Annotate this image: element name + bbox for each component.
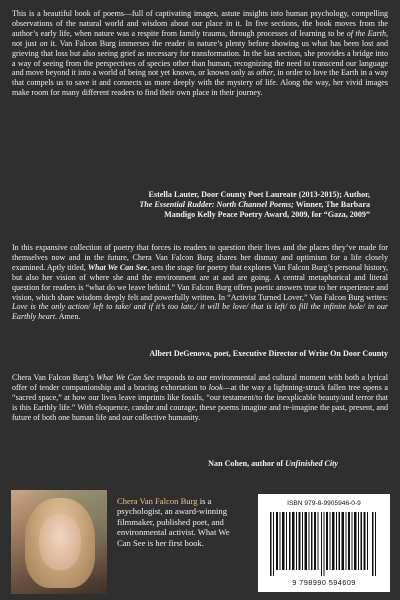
author-bio [117, 496, 245, 548]
attribution-text: Winner, The Barbara [293, 200, 370, 209]
attribution-line: Mandigo Kelly Peace Poetry Award, 2009, for “Gaza, 2009” [164, 210, 370, 219]
attribution-text: Albert DeGenova, poet, Executive Director of Write On Door County [149, 349, 388, 358]
barcode-number: 9 798990 594609 [292, 578, 356, 587]
attribution-degenova [12, 349, 388, 359]
blurb-text: This is a beautiful book of poems—full of captivating images, astute insights into human psychology, compelling observations of the natural world and wisdom about our place in it. In five sections, the book moves from the author’s early life, when nature was a respite from family trauma, through processes of learning to be [12, 9, 388, 38]
blurb-italic: look [208, 382, 223, 392]
blurb-text: it. Van Falcon Burg immerses the reader in nature’s plenty before showing us what has been lost and grieving that loss but also seeing grief as necessary for transformation. In the last section, she provides a bridge into a way of seeing from the perspectives of species other than human, recognizing the need to transcend our language and move beyond it into a world of being not yet known, or known only as [12, 38, 388, 78]
blurb-cohen [12, 373, 388, 423]
poem-quote: Love is the only action/ left to take/ and if it’s too late,/ it will be love/ that is left/ to fill the infinite hole/ in our Earthly heart. [12, 302, 388, 322]
author-photo [11, 490, 107, 594]
blurb-text: , not just [12, 28, 388, 48]
blurb-lauter [12, 9, 388, 98]
attribution-title: The Essential Rudder: North Channel Poems; [139, 200, 294, 209]
blurb-italic: What We Can See [96, 373, 155, 382]
blurb-text: , in order to love the Earth in a way that compels us to save it and connects us more deeply with the mystery of life. Along the way, her vivid images make room for many different readers to find their own place in their journey. [12, 68, 388, 98]
isbn-label: ISBN 979-8-9905946-0-9 [287, 500, 361, 507]
attribution-text: Nan Cohen, author of [208, 459, 286, 468]
attribution-line: Estella Lauter, Door County Poet Laureate (2013-2015); Author, [148, 190, 370, 199]
blurb-italic: on [39, 38, 48, 48]
blurb-text: Amen. [57, 312, 81, 322]
attribution-title: Unfinished City [285, 459, 338, 468]
author-bio-text: is a psychologist, an award-winning filmmaker, published poet, and environmental activist. What We Can See is her first book. [117, 496, 230, 548]
blurb-italic: of the Earth [346, 28, 386, 38]
blurb-italic: other [256, 68, 274, 78]
attribution-line [12, 200, 388, 210]
blurb-text: —at the way a lightning-struck fallen tree opens a “sacred space,” at how our lives leave imprints like fossils, “our testament/to the inexplicable beauty/and terror that is this Earthly life.” With eloquence, candor and courage, these poems imagine and re-imagine the past, present, and future of both one human life and our collective humanity. [12, 382, 388, 422]
barcode-box [258, 494, 390, 592]
author-name: Chera Van Falcon Burg [117, 496, 198, 506]
photo-face [39, 514, 81, 570]
blurb-text: responds to our environmental and cultural moment with both a lyrical offer of tender companionship and a bracing exhortation to [12, 373, 388, 392]
book-title: What We Can See [87, 262, 148, 272]
blurb-text: , sets the stage for poetry that explores Van Falcon Burg’s personal history, but also her vision of where she and the environment are at and are going. A central metaphorical and literal question for readers is “what do we leave behind.” Van Falcon Burg offers poetic answers true to her experience and vision, which share wisdom deeply felt and powerfully written. In “Activist Turned Lover,” Van Falcon Burg writes: [12, 262, 388, 302]
attribution-cohen [12, 459, 388, 469]
barcode-icon [266, 512, 382, 576]
blurb-text: Chera Van Falcon Burg’s [12, 373, 97, 382]
attribution-lauter [12, 190, 388, 220]
blurb-text: In this expansive collection of poetry that forces its readers to question their lives and the places they’ve made for themselves now and in the future, Chera Van Falcon Burg shares her dismay and optimism for a life closely examined. Aptly titled, [12, 243, 388, 272]
blurb-degenova [12, 243, 388, 322]
